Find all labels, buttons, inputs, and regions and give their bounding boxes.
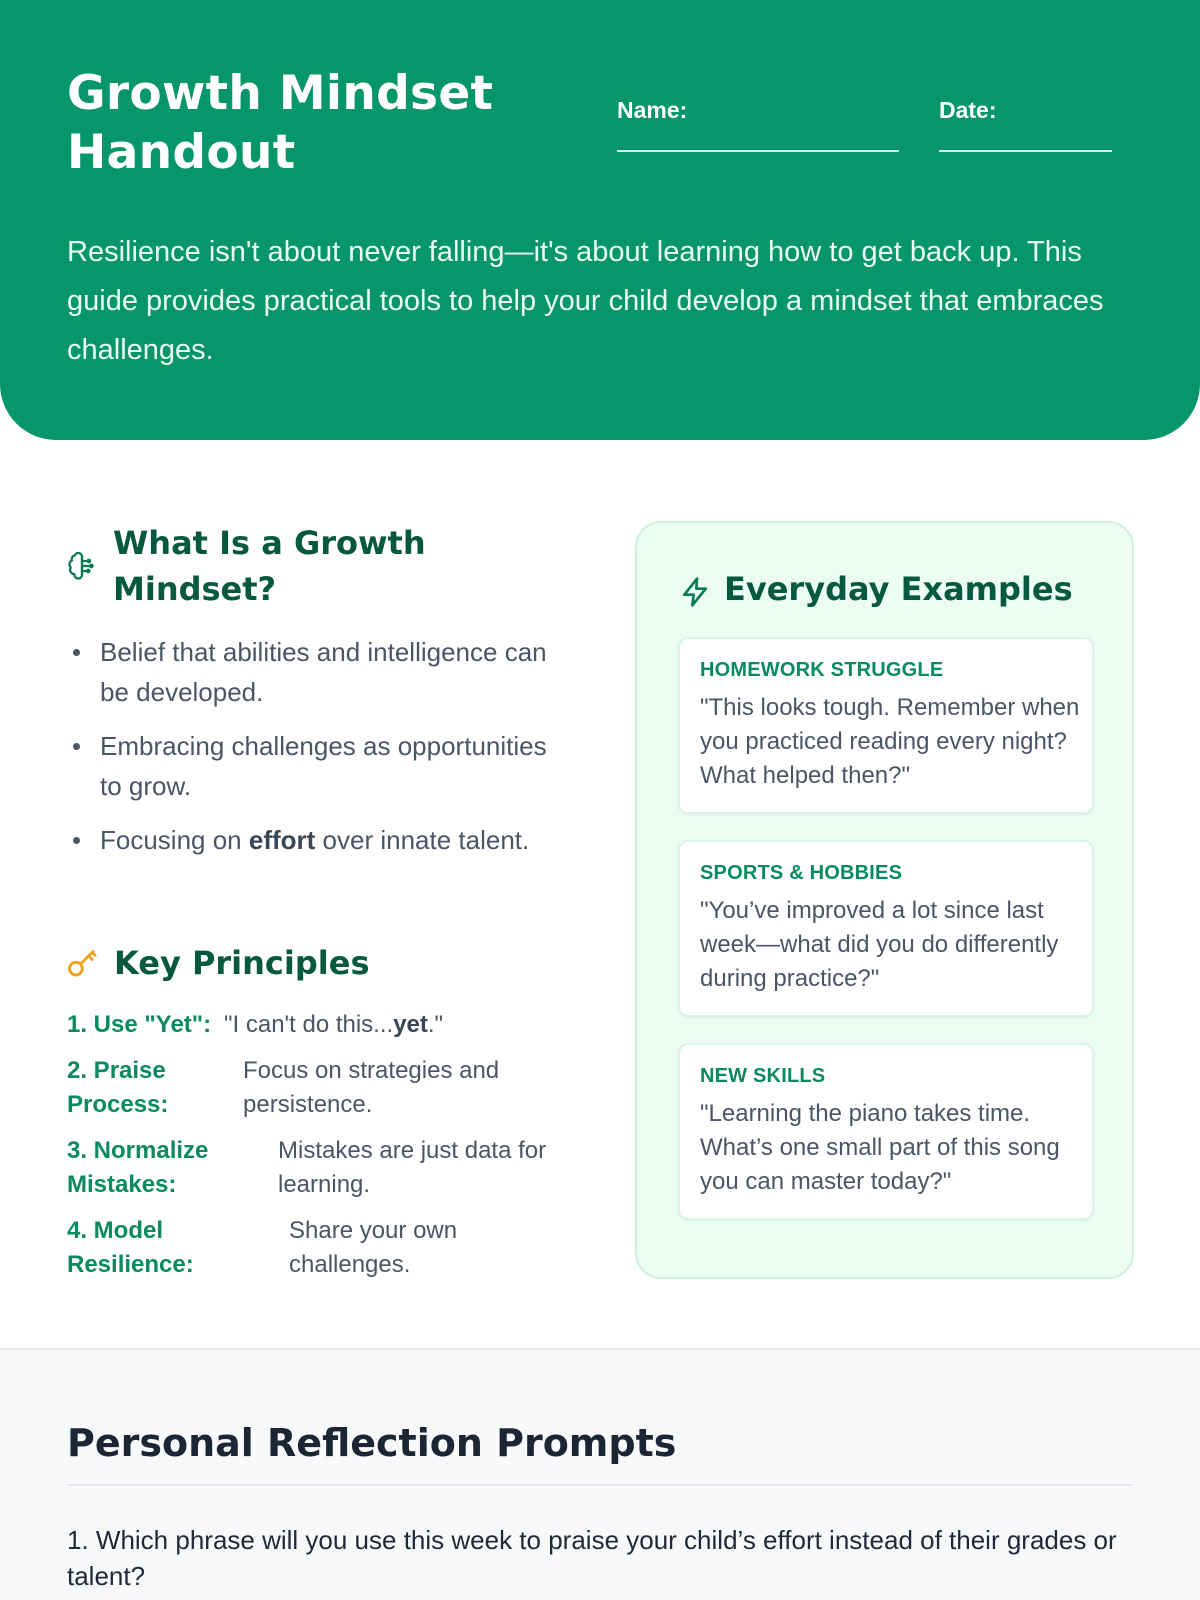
key-principles-heading: Key Principles	[114, 944, 370, 982]
date-label: Date:	[939, 97, 997, 123]
name-field	[617, 96, 687, 124]
everyday-examples-panel	[635, 521, 1134, 1279]
name-blank-line	[617, 150, 899, 152]
reflection-section	[0, 1348, 1200, 1600]
list-item	[67, 726, 557, 806]
principle-text-post: ."	[427, 1011, 444, 1038]
principle-row	[67, 1054, 587, 1122]
principle-text	[224, 1008, 443, 1042]
principle-row	[67, 1134, 587, 1202]
example-card-label: SPORTS & HOBBIES	[700, 862, 903, 884]
list-item	[67, 632, 557, 712]
example-card	[678, 637, 1094, 814]
principle-label: 1. Use "Yet":	[67, 1011, 212, 1038]
principle-text: Share your own challenges.	[289, 1217, 458, 1278]
intro-paragraph: Resilience isn't about never falling—it's about learning how to get back up. This guide provides practical tools to help your child develop a mindset that embraces challenges.	[67, 236, 1104, 366]
principle-text: Mistakes are just data for learning.	[278, 1137, 547, 1198]
example-card	[678, 840, 1094, 1017]
lightning-bolt-icon	[679, 576, 711, 608]
principle-emphasis: yet	[393, 1011, 428, 1038]
example-card-label: NEW SKILLS	[700, 1065, 826, 1087]
date-field	[939, 96, 997, 124]
example-card-text: "This looks tough. Remember when you practiced reading every night? What helped then?"	[700, 694, 1080, 789]
principle-label: 3. Normalize Mistakes:	[67, 1137, 209, 1198]
reflection-prompt: 1. Which phrase will you use this week to praise your child’s effort instead of their grades or talent?	[67, 1525, 1117, 1591]
bullet-text-post: over innate talent.	[315, 825, 530, 855]
bullet-text: Belief that abilities and intelligence can be developed.	[100, 637, 547, 707]
example-card-label: HOMEWORK STRUGGLE	[700, 659, 944, 681]
name-label: Name:	[617, 97, 688, 123]
hero-header	[0, 0, 1200, 440]
growth-mindset-heading: What Is a Growth Mindset?	[113, 524, 426, 608]
brain-icon	[67, 551, 97, 581]
principle-text: Focus on strategies and persistence.	[243, 1057, 500, 1118]
bullet-emphasis: effort	[248, 825, 316, 855]
principle-row	[67, 1008, 587, 1042]
reflection-heading: Personal Reflection Prompts	[67, 1421, 677, 1465]
bullet-text-pre: Focusing on	[100, 825, 249, 855]
example-card-text: "Learning the piano takes time. What’s one small part of this song you can master today?"	[700, 1100, 1060, 1195]
principle-label: 4. Model Resilience:	[67, 1217, 194, 1278]
principle-row	[67, 1214, 587, 1282]
principle-label: 2. Praise Process:	[67, 1057, 169, 1118]
example-card-text: "You’ve improved a lot since last week—what did you do differently during practice?"	[700, 897, 1059, 992]
key-icon	[66, 946, 100, 980]
growth-bullet-list	[67, 632, 557, 874]
everyday-examples-heading: Everyday Examples	[724, 570, 1073, 608]
bullet-text: Embracing challenges as opportunities to grow.	[100, 731, 547, 801]
date-blank-line	[939, 150, 1112, 152]
principle-text-pre: "I can't do this...	[224, 1011, 394, 1038]
list-item	[67, 820, 557, 860]
page-title: Growth Mindset Handout	[67, 66, 494, 180]
example-card	[678, 1043, 1094, 1220]
section-divider	[67, 1484, 1133, 1486]
